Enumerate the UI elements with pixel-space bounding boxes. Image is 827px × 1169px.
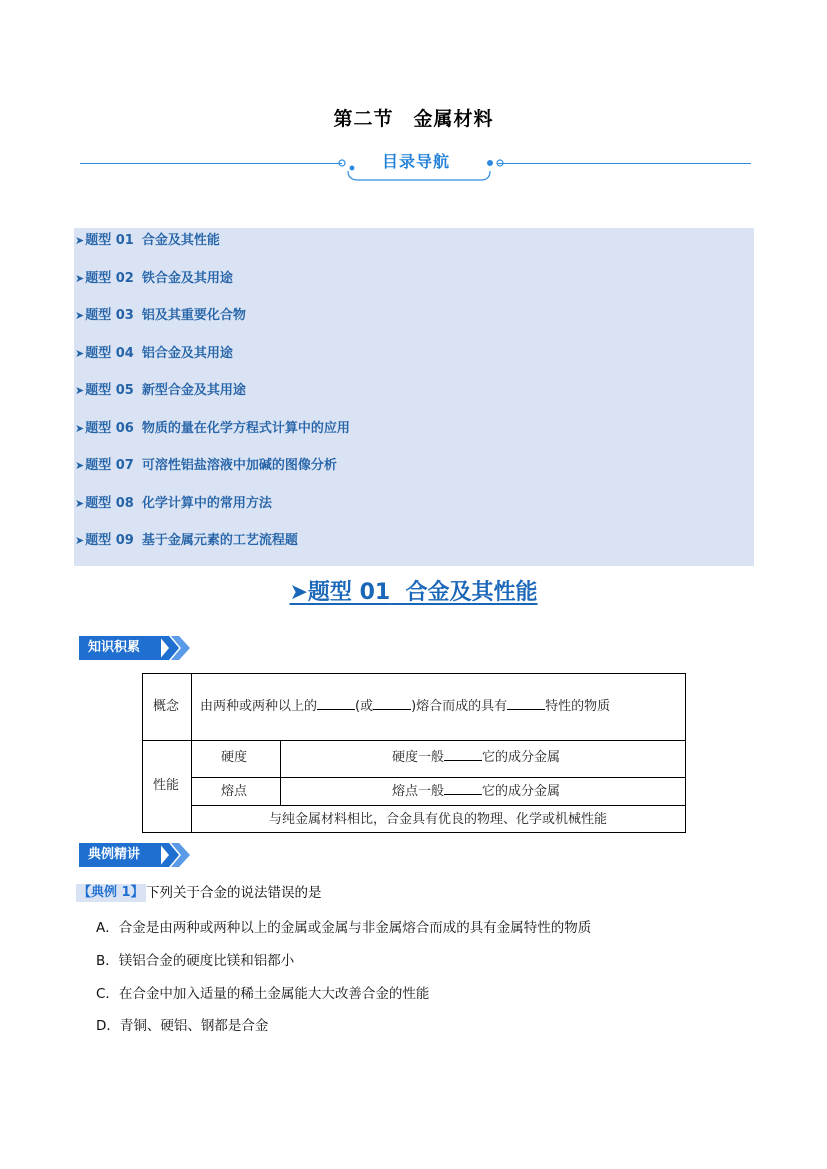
section-heading[interactable] [0,575,827,606]
arrow-icon: ➤ [75,384,85,397]
concept-part: 特性的物质 [545,699,611,714]
chevron-right-icon [159,636,193,660]
nav-title: 目录导航 [381,152,450,171]
section-label: 合金及其性能 [405,580,538,605]
toc-item-08[interactable] [75,494,272,514]
example-ribbon [79,843,191,867]
toc-item-num: 题型 05 [85,383,134,398]
concept-part: 由两种或两种以上的 [200,699,318,714]
hardness-text [392,746,560,765]
toc-item-01[interactable] [75,231,220,251]
hardness-head: 硬度 [221,750,248,765]
toc-item-label: 基于金属元素的工艺流程题 [141,533,298,548]
table-divider [191,777,685,778]
section-num: 题型 01 [307,580,391,605]
toc-item-label: 铁合金及其用途 [141,271,233,286]
arrow-icon: ➤ [75,534,85,547]
nav-divider-right [498,163,751,164]
arrow-icon: ➤ [75,347,85,360]
arrow-icon: ➤ [289,580,308,605]
concept-head: 概念 [153,699,180,714]
toc-item-label: 物质的量在化学方程式计算中的应用 [141,421,350,436]
toc-item-num: 题型 01 [85,233,134,248]
toc-item-num: 题型 08 [85,496,134,511]
toc-item-num: 题型 06 [85,421,134,436]
chevron-right-icon [159,843,193,867]
melting-part: 它的成分金属 [482,784,561,799]
toc-item-03[interactable] [75,306,246,326]
arrow-icon: ➤ [75,272,85,285]
example-ribbon-label: 典例精讲 [79,843,161,867]
fill-blank[interactable] [317,697,355,710]
melting-part: 熔点一般 [392,784,445,799]
knowledge-ribbon [79,636,191,660]
toc-item-label: 可溶性铝盐溶液中加碱的图像分析 [141,458,337,473]
toc-item-04[interactable] [75,344,233,364]
arrow-icon: ➤ [75,459,85,472]
fill-blank[interactable] [444,748,482,761]
concept-part: )熔合而成的具有 [411,699,508,714]
arrow-icon: ➤ [75,422,85,435]
nav-divider-left [80,163,342,164]
example-label: 【典例 1】 [78,885,144,900]
toc-item-05[interactable] [75,381,246,401]
table-divider [280,740,281,805]
melting-text [392,780,560,799]
hardness-part: 它的成分金属 [482,750,561,765]
toc-item-label: 合金及其性能 [141,233,220,248]
toc-item-num: 题型 09 [85,533,134,548]
toc-item-label: 铝及其重要化合物 [141,308,246,323]
arrow-icon: ➤ [75,309,85,322]
toc-item-label: 铝合金及其用途 [141,346,233,361]
knowledge-table [142,673,686,833]
concept-text [200,695,610,714]
table-divider [191,805,685,806]
fill-blank[interactable] [373,697,411,710]
toc-item-02[interactable] [75,269,233,289]
property-head: 性能 [153,778,180,793]
option-b[interactable]: B．镁铝合金的硬度比镁和铝都小 [96,953,295,969]
arrow-icon: ➤ [75,497,85,510]
toc-item-num: 题型 02 [85,271,134,286]
table-divider [143,740,685,741]
alloy-note: 与纯金属材料相比，合金具有优良的物理、化学或机械性能 [268,812,607,827]
hardness-part: 硬度一般 [392,750,445,765]
example-question: 下列关于合金的说法错误的是 [146,885,322,901]
option-d[interactable]: D．青铜、硬铝、钢都是合金 [96,1018,269,1034]
page-title: 第二节 金属材料 [333,108,494,130]
toc-item-label: 化学计算中的常用方法 [141,496,272,511]
toc-item-num: 题型 07 [85,458,134,473]
melting-head: 熔点 [221,784,248,799]
toc-item-06[interactable] [75,419,350,439]
toc-item-num: 题型 04 [85,346,134,361]
toc-item-label: 新型合金及其用途 [141,383,246,398]
option-a[interactable]: A．合金是由两种或两种以上的金属或金属与非金属熔合而成的具有金属特性的物质 [96,920,592,936]
toc-item-09[interactable] [75,531,298,551]
knowledge-ribbon-label: 知识积累 [79,636,161,660]
toc-item-07[interactable] [75,456,337,476]
fill-blank[interactable] [507,697,545,710]
concept-part: (或 [355,699,374,714]
toc-item-num: 题型 03 [85,308,134,323]
option-c[interactable]: C．在合金中加入适量的稀土金属能大大改善合金的性能 [96,986,430,1002]
fill-blank[interactable] [444,782,482,795]
arrow-icon: ➤ [75,234,85,247]
